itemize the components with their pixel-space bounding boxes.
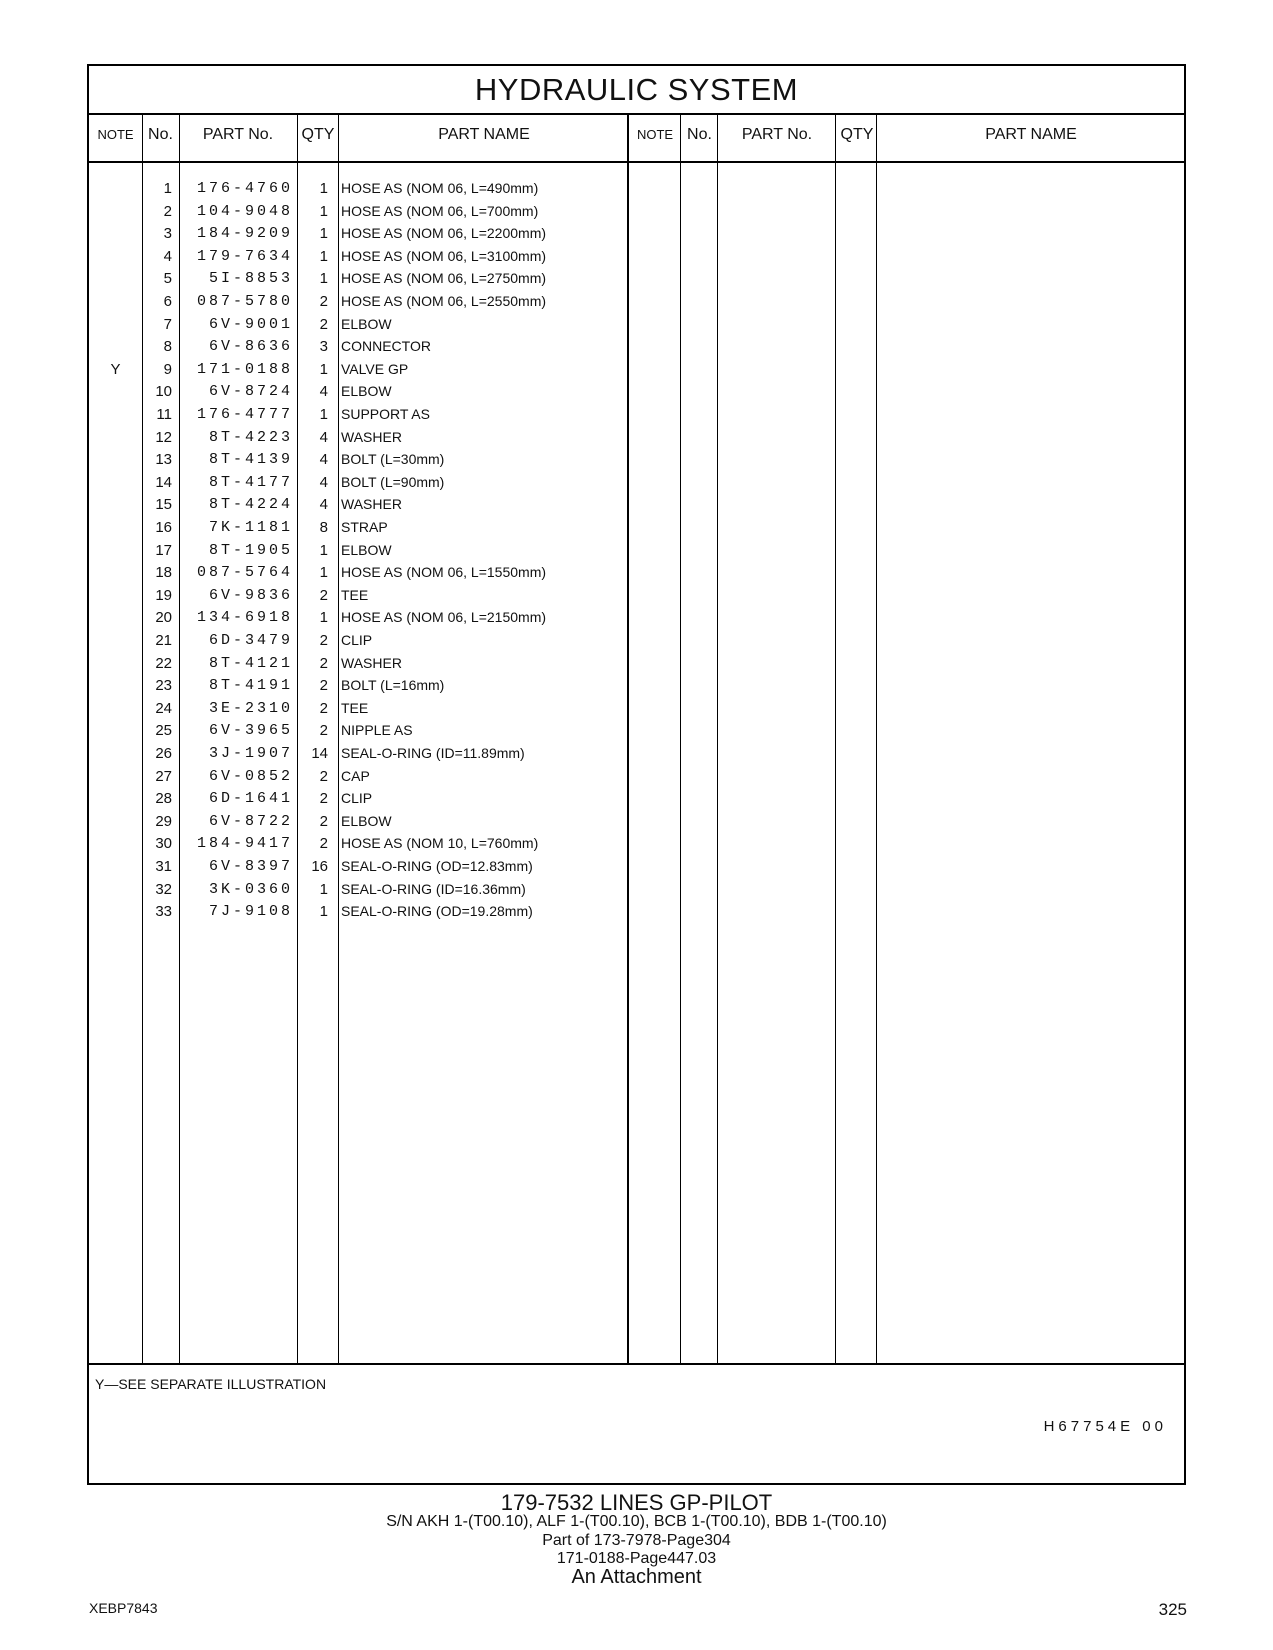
row-part-name: HOSE AS (NOM 10, L=760mm) [341,835,539,852]
table-row [89,765,649,788]
row-number: 26 [155,745,172,762]
table-row [89,652,649,675]
row-part-name: TEE [341,699,369,716]
row-quantity: 1 [319,360,328,378]
header-no-left: No. [148,126,173,143]
table-row [89,177,649,200]
row-part-number: 6V-8722 [208,812,293,830]
row-quantity: 14 [311,745,328,762]
table-row [89,358,649,381]
column-divider [876,113,877,1363]
table-row [89,313,649,336]
row-part-number: 179-7634 [196,247,293,265]
row-part-number: 6V-3965 [208,722,293,740]
row-part-name: SEAL-O-RING (OD=12.83mm) [341,858,533,874]
table-row [89,516,649,539]
table-row [89,380,649,403]
caption-attachment: An Attachment [571,1566,702,1588]
row-part-number: 8T-4177 [208,473,293,491]
row-quantity: 2 [319,722,328,740]
table-row [89,245,649,268]
row-quantity: 3 [319,338,328,356]
row-part-name: BOLT (L=30mm) [341,451,445,468]
row-part-name: SEAL-O-RING (OD=19.28mm) [341,903,533,920]
column-divider [835,113,836,1363]
row-part-number: 3J-1907 [208,745,293,762]
table-row [89,787,649,810]
column-divider [717,113,718,1363]
row-quantity: 2 [319,835,328,853]
table-row [89,222,649,245]
table-row [89,335,649,358]
row-part-number: 6D-3479 [208,632,293,649]
row-part-number: 176-4777 [196,406,293,423]
row-part-number: 6V-9001 [208,315,293,333]
row-part-name: SEAL-O-RING (ID=16.36mm) [341,880,526,897]
row-part-number: 6V-0852 [208,767,293,785]
row-note: Y [110,360,121,378]
row-part-name: WASHER [341,428,402,445]
header-part-right: PART No. [741,126,813,143]
page-title: HYDRAULIC SYSTEM [89,66,1184,115]
row-number: 11 [156,406,172,423]
row-part-name: HOSE AS (NOM 06, L=490mm) [341,180,539,196]
table-bottom-rule [89,1363,1184,1365]
row-quantity: 2 [319,812,328,830]
row-part-name: VALVE GP [341,360,409,377]
row-part-number: 8T-4224 [208,496,293,514]
row-part-number: 3E-2310 [208,699,293,717]
table-row [89,697,649,720]
table-row [89,200,649,223]
table-row [89,629,649,652]
column-divider [680,113,681,1363]
row-part-name: SUPPORT AS [341,406,430,422]
row-number: 6 [163,293,172,310]
row-part-number: 3K-0360 [208,880,293,898]
row-part-number: 7J-9108 [208,903,293,921]
footnote: Y—SEE SEPARATE ILLUSTRATION [95,1376,327,1392]
table-row [89,855,649,878]
row-quantity: 4 [319,496,328,514]
row-quantity: 1 [319,202,328,220]
row-number: 32 [155,880,172,898]
row-part-number: 6V-9836 [208,586,293,604]
row-number: 20 [155,609,172,627]
row-part-name: CLIP [341,632,373,648]
table-row [89,584,649,607]
row-number: 10 [155,383,172,401]
row-part-number: 8T-4121 [208,654,293,672]
table-row [89,403,649,426]
row-part-name: ELBOW [341,541,392,558]
table-row [89,493,649,516]
row-number: 22 [155,654,172,672]
row-part-name: HOSE AS (NOM 06, L=2750mm) [341,270,547,287]
table-row [89,290,649,313]
row-part-name: WASHER [341,496,402,513]
table-row [89,561,649,584]
row-number: 19 [155,586,172,604]
row-part-name: ELBOW [341,812,392,829]
row-part-number: 6V-8397 [208,858,293,875]
row-number: 4 [163,247,172,265]
row-part-name: WASHER [341,654,402,671]
caption-reference: 171-0188-Page447.03 [556,1550,717,1567]
row-quantity: 2 [319,677,328,695]
row-part-name: TEE [341,586,369,603]
table-row [89,878,649,901]
row-part-number: 176-4760 [196,180,293,197]
row-quantity: 2 [319,699,328,717]
row-quantity: 2 [319,632,328,649]
row-number: 18 [155,564,172,582]
row-quantity: 1 [319,880,328,898]
row-quantity: 1 [319,247,328,265]
caption-serial: S/N AKH 1-(T00.10), ALF 1-(T00.10), BCB 1-(T00.10), BDB 1-(T00.10) [386,1513,887,1530]
row-quantity: 4 [319,473,328,491]
row-part-number: 6V-8636 [208,338,293,356]
row-part-name: HOSE AS (NOM 06, L=2550mm) [341,293,547,309]
row-number: 7 [163,315,172,333]
row-part-number: 134-6918 [196,609,293,627]
row-quantity: 1 [319,180,328,197]
row-part-number: 184-9417 [196,835,293,853]
row-part-name: HOSE AS (NOM 06, L=3100mm) [341,247,547,264]
row-part-number: 171-0188 [196,360,293,378]
row-number: 12 [155,428,172,446]
row-quantity: 4 [319,383,328,401]
row-part-name: BOLT (L=16mm) [341,677,445,694]
row-part-number: 5I-8853 [208,270,293,288]
row-number: 9 [163,360,172,378]
row-part-number: 7K-1181 [208,519,293,536]
illustration-code: H67754E 00 [1043,1418,1167,1435]
row-part-name: STRAP [341,519,388,535]
table-row [89,719,649,742]
row-number: 21 [155,632,172,649]
row-number: 3 [163,225,172,243]
table-row [89,606,649,629]
row-quantity: 2 [319,790,328,808]
table-row [89,539,649,562]
row-quantity: 1 [319,541,328,559]
row-number: 28 [155,790,172,808]
row-number: 5 [163,270,172,288]
row-quantity: 4 [319,451,328,469]
row-part-number: 8T-4139 [208,451,293,469]
row-quantity: 4 [319,428,328,446]
row-number: 15 [155,496,172,514]
row-part-number: 087-5780 [196,293,293,310]
row-part-name: ELBOW [341,315,392,332]
row-part-number: 087-5764 [196,564,293,582]
row-quantity: 1 [319,270,328,288]
header-qty-right: QTY [840,126,874,143]
table-row [89,674,649,697]
row-part-name: CLIP [341,790,373,807]
row-part-name: ELBOW [341,383,392,400]
table-row [89,810,649,833]
row-number: 2 [163,202,172,220]
caption-part-of: Part of 173-7978-Page304 [542,1532,731,1549]
row-part-number: 8T-4191 [208,677,293,695]
table-header [89,113,1184,163]
document-id: XEBP7843 [89,1600,158,1616]
row-number: 17 [155,541,172,559]
row-quantity: 8 [319,519,328,536]
row-number: 30 [155,835,172,853]
row-part-name: CONNECTOR [341,338,431,355]
header-note-right: NOTE [636,127,674,142]
table-row [89,900,649,923]
row-quantity: 2 [319,315,328,333]
row-number: 8 [163,338,172,356]
table-row [89,832,649,855]
row-part-name: HOSE AS (NOM 06, L=2150mm) [341,609,547,626]
row-quantity: 1 [319,564,328,582]
row-number: 31 [155,858,172,875]
table-row [89,448,649,471]
table-row [89,426,649,449]
row-part-number: 6D-1641 [208,790,293,808]
header-no-right: No. [687,126,712,143]
table-row [89,471,649,494]
row-number: 1 [163,180,172,197]
row-number: 27 [155,767,172,785]
row-number: 13 [155,451,172,469]
header-note-left: NOTE [97,127,134,142]
row-part-name: NIPPLE AS [341,722,413,739]
row-part-name: HOSE AS (NOM 06, L=700mm) [341,202,539,219]
row-quantity: 2 [319,767,328,785]
row-part-number: 184-9209 [196,225,293,243]
row-quantity: 1 [319,225,328,243]
header-name-right: PART NAME [985,126,1077,143]
table-row [89,267,649,290]
row-quantity: 1 [319,406,328,423]
page-number: 325 [1158,1600,1187,1619]
row-part-name: HOSE AS (NOM 06, L=1550mm) [341,564,547,581]
caption-title: 179-7532 LINES GP-PILOT [500,1490,773,1515]
row-part-name: CAP [341,767,370,784]
row-quantity: 2 [319,586,328,604]
row-number: 16 [155,519,172,536]
header-part-left: PART No. [202,126,274,143]
table-row [89,742,649,765]
row-part-number: 104-9048 [196,202,293,220]
row-number: 25 [155,722,172,740]
row-number: 24 [155,699,172,717]
parts-table-frame [87,64,1186,1485]
row-part-name: HOSE AS (NOM 06, L=2200mm) [341,225,547,242]
header-name-left: PART NAME [438,126,530,143]
row-part-name: SEAL-O-RING (ID=11.89mm) [341,745,525,761]
header-qty-left: QTY [301,126,335,143]
row-part-name: BOLT (L=90mm) [341,473,445,490]
row-number: 29 [155,812,172,830]
row-quantity: 1 [319,903,328,921]
row-number: 23 [155,677,172,695]
row-part-number: 8T-1905 [208,541,293,559]
row-part-number: 8T-4223 [208,428,293,446]
row-number: 33 [155,903,172,921]
row-quantity: 2 [319,654,328,672]
row-quantity: 16 [311,858,328,875]
row-number: 14 [155,473,172,491]
row-quantity: 1 [319,609,328,627]
row-quantity: 2 [319,293,328,310]
row-part-number: 6V-8724 [208,383,293,401]
